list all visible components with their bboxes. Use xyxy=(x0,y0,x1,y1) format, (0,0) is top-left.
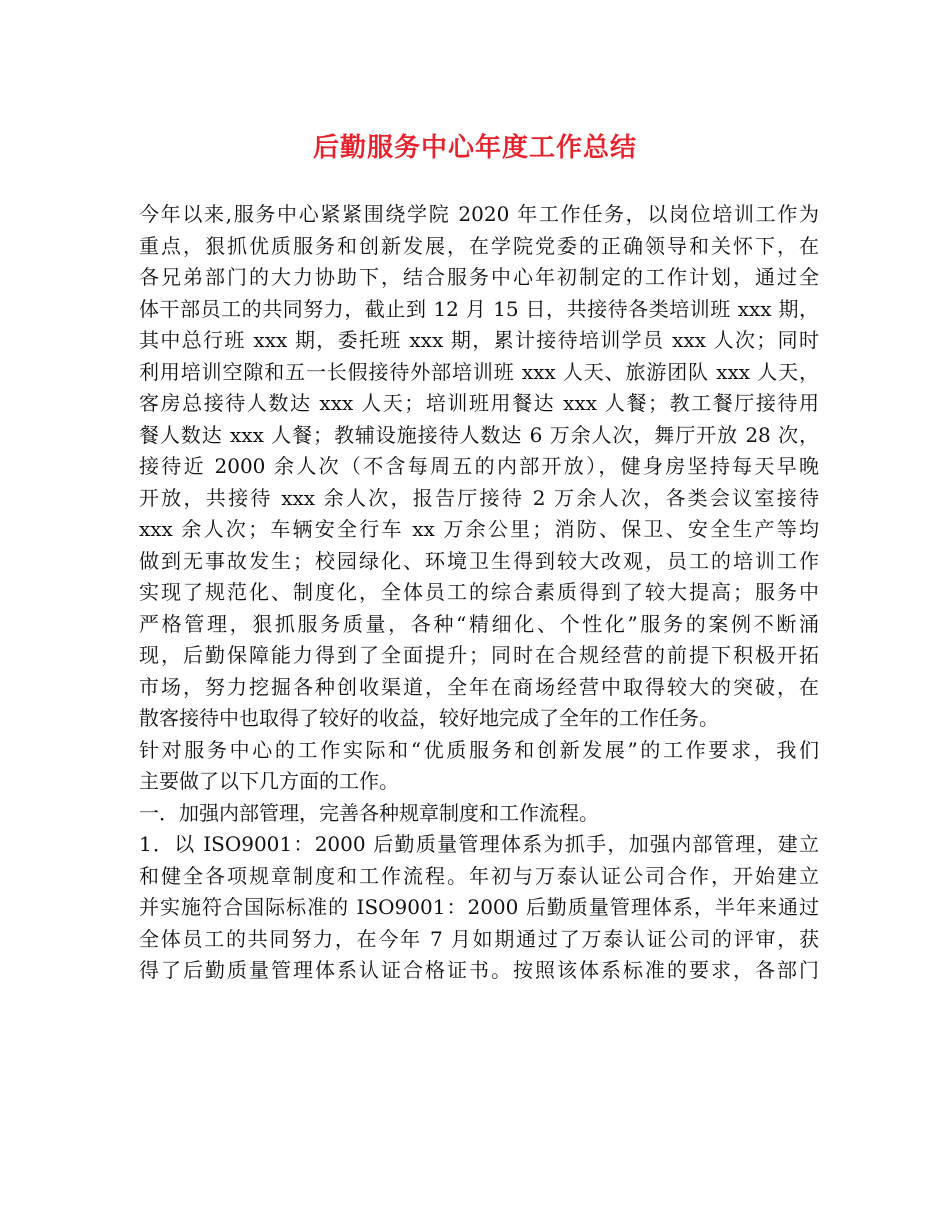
body-line: 做到无事故发生；校园绿化、环境卫生得到较大改观，员工的培训工作 xyxy=(139,548,819,573)
document-title: 后勤服务中心年度工作总结 xyxy=(312,133,637,163)
body-line: 散客接待中也取得了较好的收益，较好地完成了全年的工作任务。 xyxy=(139,706,719,730)
body-line: 开放，共接待 xxx 余人次，报告厅接待 2 万余人次，各类会议室接待 xyxy=(139,485,819,510)
body-line: 针对服务中心的工作实际和“优质服务和创新发展”的工作要求，我们 xyxy=(139,737,819,762)
document-body xyxy=(139,199,819,987)
body-line: 1．以 ISO9001：2000 后勤质量管理体系为抓手，加强内部管理，建立 xyxy=(139,832,819,856)
body-line: 主要做了以下几方面的工作。 xyxy=(139,769,399,793)
body-line: 全体员工的共同努力，在今年 7 月如期通过了万泰认证公司的评审，获 xyxy=(139,926,819,951)
section-heading: 一．加强内部管理，完善各种规章制度和工作流程。 xyxy=(139,800,599,825)
body-line: 和健全各项规章制度和工作流程。年初与万泰认证公司合作，开始建立 xyxy=(139,863,819,888)
body-line: 得了后勤质量管理体系认证合格证书。按照该体系标准的要求，各部门 xyxy=(139,958,819,982)
body-line: 餐人数达 xxx 人餐；教辅设施接待人数达 6 万余人次，舞厅开放 28 次， xyxy=(139,422,819,447)
body-line: 客房总接待人数达 xxx 人天；培训班用餐达 xxx 人餐；教工餐厅接待用 xyxy=(139,391,819,415)
body-line: 利用培训空隙和五一长假接待外部培训班 xxx 人天、旅游团队 xxx 人天， xyxy=(139,359,819,384)
body-line: 重点，狠抓优质服务和创新发展，在学院党委的正确领导和关怀下，在 xyxy=(139,233,819,258)
body-line: 实现了规范化、制度化，全体员工的综合素质得到了较大提高；服务中 xyxy=(139,580,819,604)
body-line: 今年以来,服务中心紧紧围绕学院 2020 年工作任务，以岗位培训工作为 xyxy=(139,202,819,226)
body-line: 接待近 2000 余人次（不含每周五的内部开放），健身房坚持每天早晚 xyxy=(139,454,819,478)
body-line: 现，后勤保障能力得到了全面提升；同时在合规经营的前提下积极开拓 xyxy=(139,643,819,667)
body-line: 市场，努力挖掘各种创收渠道，全年在商场经营中取得较大的突破，在 xyxy=(139,674,819,699)
body-line: xxx 余人次；车辆安全行车 xx 万余公里；消防、保卫、安全生产等均 xyxy=(139,517,819,541)
body-line: 其中总行班 xxx 期，委托班 xxx 期，累计接待培训学员 xxx 人次；同时 xyxy=(139,328,819,352)
body-line: 严格管理，狠抓服务质量，各种“精细化、个性化”服务的案例不断涌 xyxy=(139,611,819,636)
body-line: 体干部员工的共同努力，截止到 12 月 15 日，共接待各类培训班 xxx 期， xyxy=(139,296,819,321)
body-line: 各兄弟部门的大力协助下，结合服务中心年初制定的工作计划，通过全 xyxy=(139,265,819,289)
body-line: 并实施符合国际标准的 ISO9001：2000 后勤质量管理体系，半年来通过 xyxy=(139,895,819,919)
